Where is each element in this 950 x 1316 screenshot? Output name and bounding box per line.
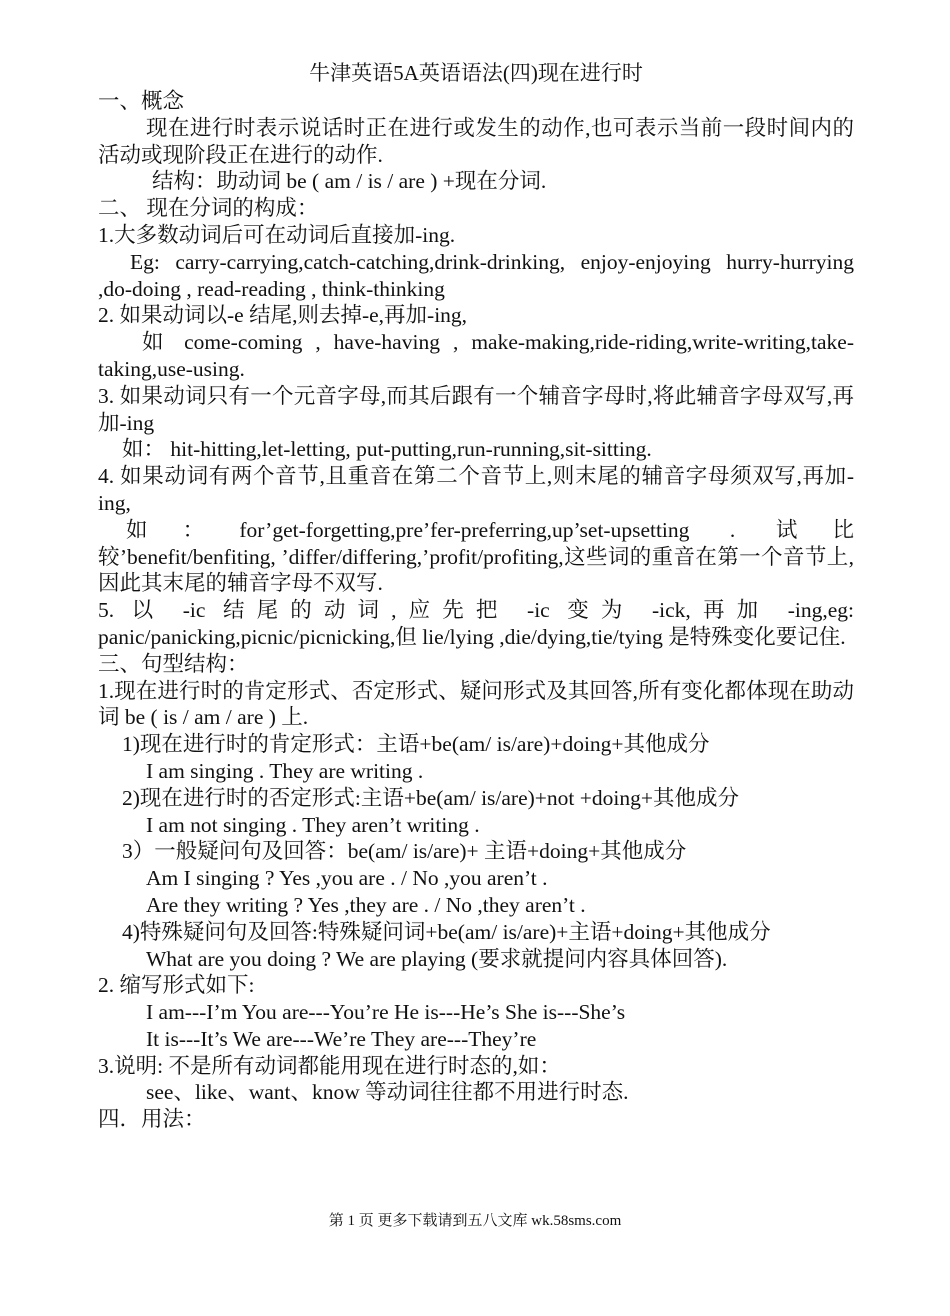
rule-3-examples: 如： hit-hitting,let-letting, put-putting,run-running,sit-sitting. <box>122 437 652 462</box>
negative-example: I am not singing . They aren’t writing . <box>146 812 480 837</box>
affirmative-form: 1)现在进行时的肯定形式：主语+be(am/ is/are)+doing+其他成分 <box>122 732 710 757</box>
structure-intro: 1.现在进行时的肯定形式、否定形式、疑问形式及其回答,所有变化都体现在助动词 be ( is / am / are ) 上. <box>98 678 854 730</box>
rule-2-examples: 如 come-coming , have-having , make-making,ride-riding,write-writing,take-taking,use-using. <box>98 330 854 381</box>
general-question-example-1: Am I singing ? Yes ,you are . / No ,you aren’t . <box>146 866 548 891</box>
rule-4-examples: 如：for’get-forgetting,pre’fer-preferring,up’set-upsetting . 试比较’benefit/benfiting, ’differ/differing,’profit/profiting,这些词的重音在第一个音节上,因此其末尾的辅音字母不双写. <box>98 517 854 596</box>
section-heading-usage: 四．用法： <box>98 1107 206 1132</box>
rule-4: 4. 如果动词有两个音节,且重音在第二个音节上,则末尾的辅音字母须双写,再加-ing, <box>98 464 854 515</box>
contractions-heading: 2. 缩写形式如下: <box>98 973 255 998</box>
paragraph-structure: 结构：助动词 be ( am / is / are ) +现在分词. <box>152 169 547 194</box>
rule-2: 2. 如果动词以-e 结尾,则去掉-e,再加-ing, <box>98 303 468 328</box>
negative-form: 2)现在进行时的否定形式:主语+be(am/ is/are)+not +doing+其他成分 <box>122 785 739 810</box>
paragraph-definition: 现在进行时表示说话时正在进行或发生的动作,也可表示当前一段时间内的活动或现阶段正在进行的动作. <box>98 115 854 167</box>
special-question-form: 4)特殊疑问句及回答:特殊疑问词+be(am/ is/are)+主语+doing+其他成分 <box>122 919 771 944</box>
rule-1-examples: Eg: carry-carrying,catch-catching,drink-drinking, enjoy-enjoying hurry-hurrying ,do-doing , read-reading , think-thinking <box>98 249 854 301</box>
section-heading-participle: 二、 现在分词的构成： <box>98 196 319 221</box>
rule-3: 3. 如果动词只有一个元音字母,而其后跟有一个辅音字母时,将此辅音字母双写,再加-ing <box>98 383 854 435</box>
special-question-example: What are you doing ? We are playing (要求就提问内容具体回答). <box>146 946 728 971</box>
note-line: see、like、want、know 等动词往往都不用进行时态. <box>146 1080 629 1105</box>
general-question-form: 3）一般疑问句及回答：be(am/ is/are)+ 主语+doing+其他成分 <box>122 839 687 864</box>
section-heading-concept: 一、概念 <box>98 89 185 113</box>
affirmative-example: I am singing . They are writing . <box>146 758 424 783</box>
note-heading: 3.说明: 不是所有动词都能用现在进行时态的,如： <box>98 1053 561 1078</box>
contractions-line-1: I am---I’m You are---You’re He is---He’s She is---She’s <box>146 1000 626 1025</box>
rule-1: 1.大多数动词后可在动词后直接加-ing. <box>98 222 456 247</box>
general-question-example-2: Are they writing ? Yes ,they are . / No ,they aren’t . <box>146 892 586 917</box>
document-page <box>98 58 854 1133</box>
page-footer: 第 1 页 更多下载请到五八文库 wk.58sms.com <box>328 1213 622 1229</box>
section-heading-sentence-structure: 三、句型结构： <box>98 651 249 676</box>
rule-5: 5. 以 -ic 结尾的动词,应先把 -ic 变为 -ick,再加 -ing,eg: panic/panicking,picnic/picnicking,但 lie/lying ,die/dying,tie/tying 是特殊变化要记住. <box>98 598 854 649</box>
contractions-line-2: It is---It’s We are---We’re They are---They’re <box>146 1026 537 1051</box>
page-title: 牛津英语5A英语语法(四)现在进行时 <box>309 61 643 85</box>
